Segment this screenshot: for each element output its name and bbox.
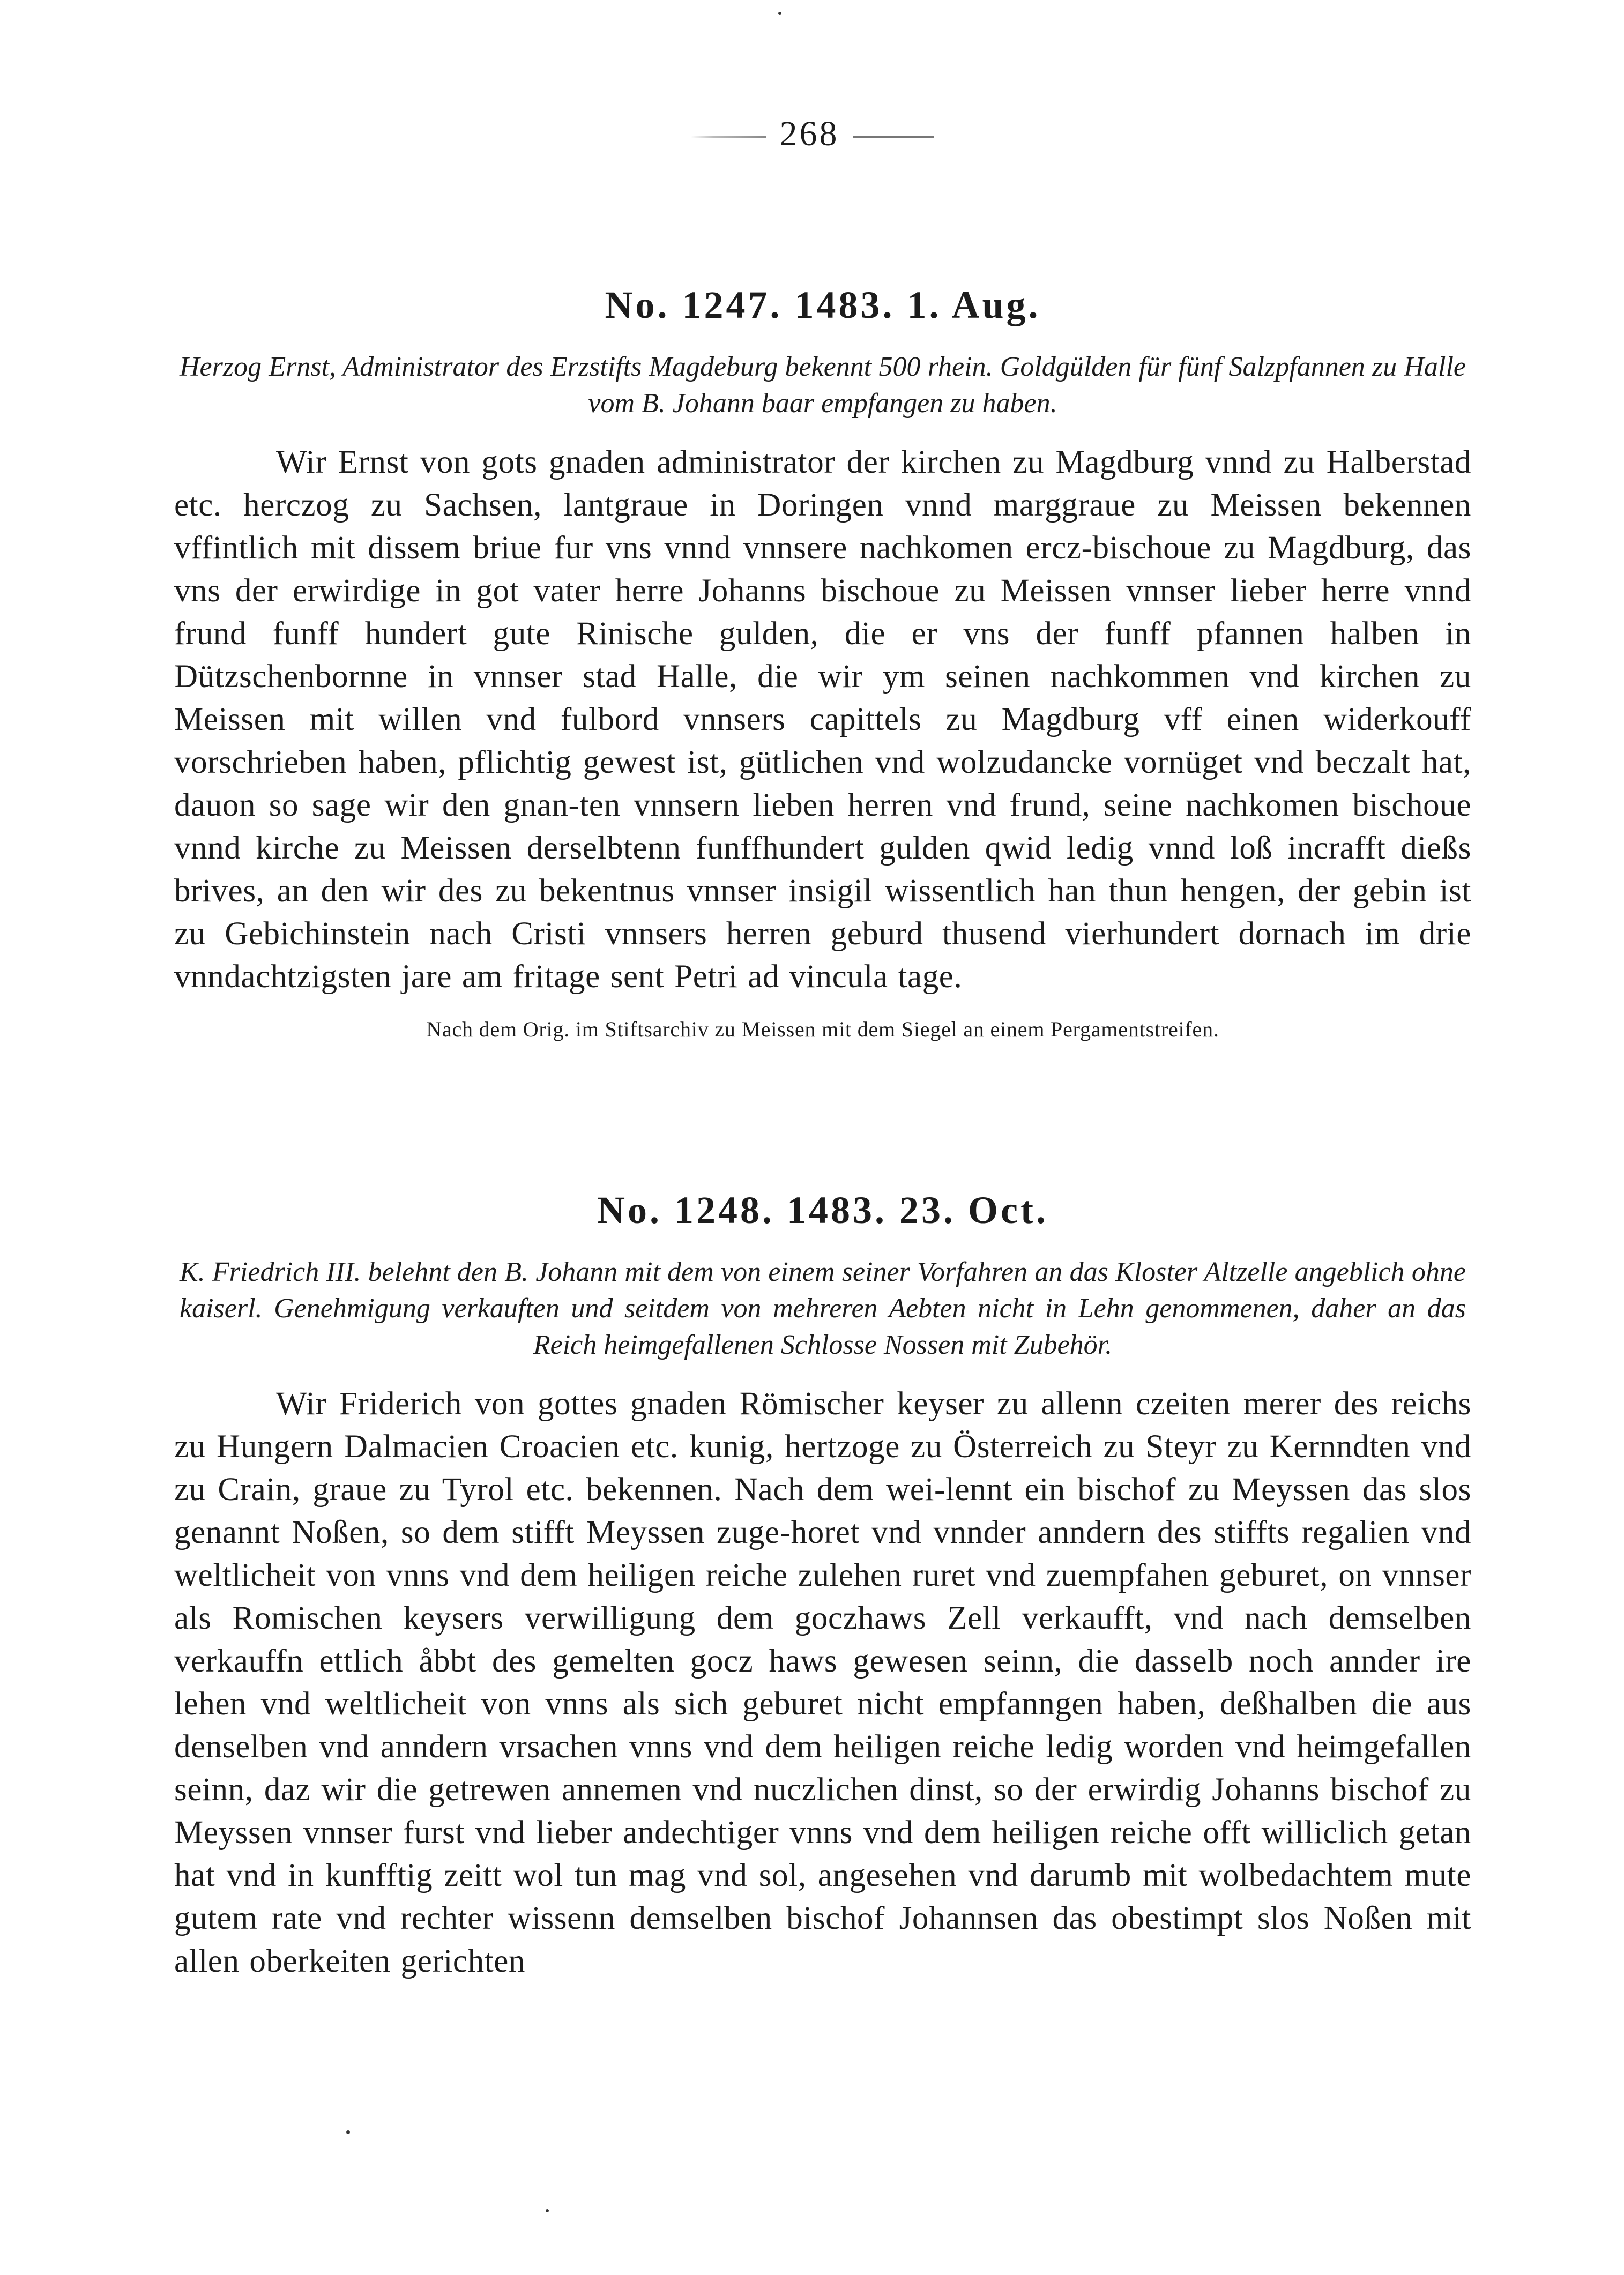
print-speck <box>778 12 781 15</box>
header-rule-right <box>853 136 934 138</box>
charter-entry-1247 <box>174 283 1471 1042</box>
entry-title: No. 1247. 1483. 1. Aug. <box>605 284 1041 326</box>
print-speck <box>346 2130 350 2134</box>
entry-body: Wir Ernst von gots gnaden administrator der kirchen zu Magdburg vnnd zu Halberstad etc. herczog zu Sachsen, lantgraue in Doringen vnnd marggraue zu Meissen bekennen vffintlich mit dissem briue fur vns vnnd vnnsere nachkomen ercz-bischoue zu Magdburg, das vns der erwirdige in got vater herre Johanns bischoue zu Meissen vnnser lieber herre vnnd frund funff hundert gute Rinische gulden, die er vns der funff pfannen halben in Dützschenbornne in vnnser stad Halle, die wir ym seinen nachkommen vnd kirchen zu Meissen mit willen vnd fulbord vnnsers capittels zu Magdburg vff einen widerkouff vorschrieben haben, pflichtig gewest ist, gütlichen vnd wolzudancke vornüget vnd beczalt hat, dauon so sage wir den gnan-ten vnnsern lieben herren vnd frund, seine nachkomen bischoue vnnd kirche zu Meissen derselbtenn funffhundert gulden qwid ledig vnnd loß incrafft dießs brives, an den wir des zu bekentnus vnnser insigil wissentlich han thun hengen, der gebin ist zu Gebichinstein nach Cristi vnnsers herren geburd thusend vierhundert dornach im drie vnndachtzigsten jare am fritage sent Petri ad vincula tage. <box>174 444 1471 995</box>
entry-summary: Herzog Ernst, Administrator des Erzstifts Magdeburg bekennt 500 rhein. Goldgülden für fünf Salzpfannen zu Halle vom B. Johann baar empfangen zu haben. <box>180 352 1466 419</box>
charter-entry-1248 <box>174 1188 1471 1983</box>
entry-title: No. 1248. 1483. 23. Oct. <box>597 1189 1048 1232</box>
header-rule-left <box>691 136 766 138</box>
source-note: Nach dem Orig. im Stiftsarchiv zu Meissen mit dem Siegel an einem Pergamentstreifen. <box>426 1017 1219 1041</box>
entry-body: Wir Friderich von gottes gnaden Römischer keyser zu allenn czeiten merer des reichs zu Hungern Dalmacien Croacien etc. kunig, hertzoge zu Österreich zu Steyr zu Kernndten vnd zu Crain, graue zu Tyrol etc. bekennen. Nach dem wei-lennt ein bischof zu Meyssen das slos genannt Noßen, so dem stifft Meyssen zuge-horet vnd vnnder anndern des stiffts regalien vnd weltlicheit von vnns vnd dem heiligen reiche zulehen ruret vnd zuempfahen geburet, on vnnser als Romischen keysers verwilligung dem goczhaws Zell verkaufft, vnd nach demselben verkauffn ettlich åbbt des gemelten gocz haws gewesen seinn, die dasselb noch annder ire lehen vnd weltlicheit von vnns als sich geburet nicht empfanngen haben, deßhalben die aus denselben vnd anndern vrsachen vnns vnd dem heiligen reiche ledig worden vnd heimgefallen seinn, daz wir die getrewen annemen vnd nuczlichen dinst, so der erwirdig Johanns bischof zu Meyssen vnnser furst vnd lieber andechtiger vnns vnd dem heiligen reiche offt williclich getan hat vnd in kunfftig zeitt wol tun mag vnd sol, angesehen vnd darumb mit wolbedachtem mute gutem rate vnd rechter wissenn demselben bischof Johannsen das obestimpt slos Noßen mit allen oberkeiten gerichten <box>174 1386 1471 1979</box>
page-header <box>0 114 1624 154</box>
entry-summary: K. Friedrich III. belehnt den B. Johann mit dem von einem seiner Vorfahren an das Kloster Altzelle angeblich ohne kaiserl. Genehmigung verkauften und seitdem von mehreren Aebten nicht in Lehn genommenen, daher an das Reich heimgefallenen Schlosse Nossen mit Zubehör. <box>180 1257 1466 1360</box>
print-speck <box>546 2209 549 2212</box>
page-number: 268 <box>779 114 839 153</box>
